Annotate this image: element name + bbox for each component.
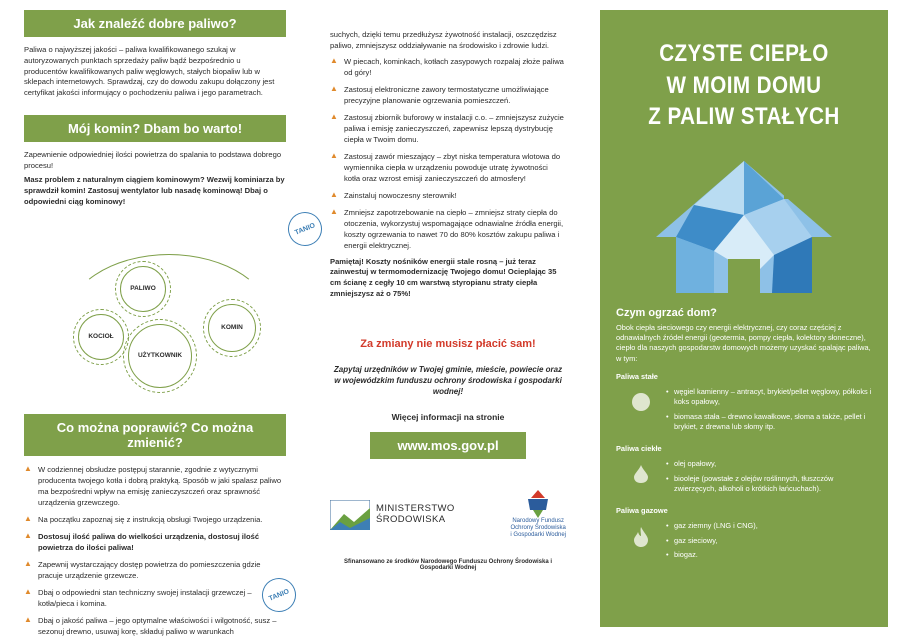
section-title-improve: Co można poprawić? Co można zmienić? <box>24 414 286 456</box>
red-slogan: Za zmiany nie musisz płacić sam! <box>360 337 536 350</box>
chimney-paragraph-1: Zapewnienie odpowiedniej ilości powietrza do spalania to podstawa dobrego procesu! <box>24 149 282 170</box>
list-item: • biooleje (powstałe z olejów roślinnych, tłuszczów zwierzęcych, alkoholi o krótkich łańcuchach). <box>666 474 872 495</box>
flame-icon: ▲ <box>330 189 338 199</box>
list-item: ▲ Zmniejsz zapotrzebowanie na ciepło – zmniejsz straty ciepła do otoczenia, wykorzystuj wspomagające odnawialne źródła energii, koszty ogrzewania to nawet 70 do 80% kosztów zakupu paliwa i energii elektrycznej. <box>330 206 564 250</box>
liquid-fuels-group <box>616 459 872 498</box>
middle-panel <box>300 0 600 637</box>
list-item: ▲ Zapewnij wystarczający dostęp powietrza do pomieszczenia gdzie pracuje urządzenie grzewcze. <box>24 558 261 580</box>
ministry-logo: MINISTERSTWO ŚRODOWISKA <box>330 500 455 530</box>
house-icon <box>654 155 834 295</box>
flame-icon: ▲ <box>24 586 32 596</box>
fuel-paragraph: Paliwa o najwyższej jakości – paliwa kwalifikowanego szukaj w autoryzowanych punktach sprzedaży paliw bądź bezpośrednio u producentów kwalifikowanych paliw węglowych, stałych biopaliw lub w sklepach internetowych. Sprawdzaj, czy do dowodu zakupu dołączony jest certyfikat jakości informujący o pochodzeniu paliwa i jego parametrach. <box>24 45 275 98</box>
intro-paragraph: Obok ciepła sieciowego czy energii elektrycznej, czy coraz częściej z odnawialnych źródeł energii (geotermia, pompy ciepła, kolektory słoneczne), ciepło dla naszych gospodarstw domowych możemy uzyskać spalając paliwa, w tym: <box>616 323 871 363</box>
fund-mark-icon <box>523 490 553 518</box>
flame-icon: ▲ <box>330 150 338 160</box>
gas-fuels-group <box>616 521 872 564</box>
flame-icon: ▲ <box>24 463 32 473</box>
list-item: ▲ Zastosuj zawór mieszający – zbyt niska temperatura wlotowa do wymiennika ciepła w urządzeniu powoduje utratę żywotności kotła oraz wzrost emisji zanieczyszczeń do atmosfery! <box>330 150 561 183</box>
list-item: ▲ Dbaj o odpowiedni stan techniczny swojej instalacji grzewczej – kotła/pieca i komina. <box>24 586 252 608</box>
tanio-stamp-lower: TANIO <box>257 573 301 617</box>
right-panel <box>600 0 900 637</box>
solid-fuels-label: Paliwa stałe <box>616 371 658 381</box>
gas-fuels-label: Paliwa gazowe <box>616 506 668 516</box>
flame-icon: ▲ <box>330 206 338 216</box>
list-item: ▲ W piecach, kominkach, kotłach zasypowych rozpalaj złoże paliwa od góry! <box>330 55 564 77</box>
list-item: ▲ W codziennej obsłudze postępuj starannie, zgodnie z wytycznymi producenta twojego kotła i dobrą praktyką. Sposób w jaki spalasz paliwo ma bezpośredni wpływ na emisję zanieczyszczeń oraz sprawność urządzenia grzewczego. <box>24 463 282 507</box>
flame-icon: ▲ <box>24 530 32 540</box>
liquid-fuels-label: Paliwa ciekłe <box>616 444 662 454</box>
drop-icon <box>634 465 648 483</box>
list-item: ▲ Dbaj o jakość paliwa – jego optymalne właściwości i wilgotność, susz – sezonuj drewno, usuwaj korę, składuj paliwo w warunkach <box>24 614 277 636</box>
flame-icon: ▲ <box>24 614 32 624</box>
list-item: ▲ Dostosuj ilość paliwa do wielkości urządzenia, dostosuj ilość powietrza do ilości paliwa! <box>24 530 260 552</box>
improve-list <box>24 464 286 637</box>
list-item: • biogaz. <box>666 550 872 560</box>
list-item: ▲ Na początku zapoznaj się z instrukcją obsługi Twojego urządzenia. <box>24 513 263 524</box>
flame-icon: ▲ <box>330 83 338 93</box>
funding-note: Sfinansowano ze środków Narodowego Funduszu Ochrony Środowiska i Gospodarki Wodnej <box>343 558 553 571</box>
fund-logo: Narodowy Fundusz Ochrony Środowiska i Gospodarki Wodnej <box>510 490 566 540</box>
section-title-chimney: Mój komin? Dbam bo warto! <box>24 115 286 142</box>
flame-icon <box>634 527 648 547</box>
gear-user: UŻYTKOWNIK <box>128 324 192 388</box>
solid-fuels-group <box>616 387 872 436</box>
more-info-text: Więcej informacji na stronie <box>391 411 505 422</box>
ask-officials-text: Zapytaj urzędników w Twojej gminie, mieście, powiecie oraz w wojewódzkim funduszu ochrony środowiska i gospodarki wodnej! <box>333 364 563 397</box>
list-item: • gaz ziemny (LNG i CNG), <box>666 521 872 531</box>
gear-fuel: PALIWO <box>120 266 166 312</box>
gears-diagram <box>24 254 286 392</box>
flame-icon: ▲ <box>24 513 32 523</box>
cover-box <box>600 10 888 627</box>
flame-icon: ▲ <box>330 55 338 65</box>
list-item: ▲ Zainstaluj nowoczesny sterownik! <box>330 189 457 200</box>
tips-list <box>330 56 566 251</box>
flame-icon: ▲ <box>24 558 32 568</box>
gear-boiler: KOCIOŁ <box>78 314 124 360</box>
question-heading: Czym ogrzać dom? <box>616 307 717 320</box>
list-item: • olej opałowy, <box>666 459 872 469</box>
remember-paragraph: Pamiętaj! Koszty nośników energii stale rosną – już teraz zainwestuj w termomodernizację Twojego domu! Ocieplając 35 cm ścianę z cegły 10 cm warstwą styropianu straty ciepła zmniejszysz aż o 75%! <box>330 256 557 298</box>
section-title-fuel: Jak znaleźć dobre paliwo? <box>24 10 286 37</box>
cycle-arc <box>64 254 274 394</box>
list-item: • węgiel kamienny – antracyt, brykiet/pellet węglowy, półkoks i koks opałowy, <box>666 387 872 408</box>
list-item: • gaz sieciowy, <box>666 536 872 546</box>
left-panel <box>0 0 317 637</box>
website-link[interactable]: www.mos.gov.pl <box>370 432 526 459</box>
chimney-paragraph-2: Masz problem z naturalnym ciągiem kominowym? Wezwij kominiarza by sprawdził komin! Zastosuj wentylator lub nasadę kominową! Dbaj o odpowiedni ciąg kominowy! <box>24 175 285 207</box>
coal-icon <box>632 393 650 411</box>
continued-paragraph: suchych, dzięki temu przedłużysz żywotność instalacji, oszczędzisz paliwo, zmniejszysz oddziaływanie na środowisko i zdrowie ludzi. <box>330 30 557 50</box>
list-item: ▲ Zastosuj zbiornik buforowy w instalacji c.o. – zmniejszysz zużycie paliwa i emisję zanieczyszczeń, zapewnisz lepszą dystrybucję ciepła w Twoim domu. <box>330 111 564 144</box>
list-item: • biomasa stała – drewno kawałkowe, słoma a także, pellet i brykiet, z drewna lub słomy itp. <box>666 412 872 433</box>
ministry-mark-icon <box>330 500 370 530</box>
list-item: ▲ Zastosuj elektroniczne zawory termostatyczne umożliwiające precyzyjne planowanie ogrzewania pomieszczeń. <box>330 83 549 105</box>
cover-title: CZYSTE CIEPŁO W MOIM DOMU Z PALIW STAŁYCH <box>648 40 840 131</box>
logos-row <box>330 485 566 545</box>
gear-chimney: KOMIN <box>208 304 256 352</box>
tanio-stamp-upper: TANIO <box>283 207 327 251</box>
flame-icon: ▲ <box>330 111 338 121</box>
